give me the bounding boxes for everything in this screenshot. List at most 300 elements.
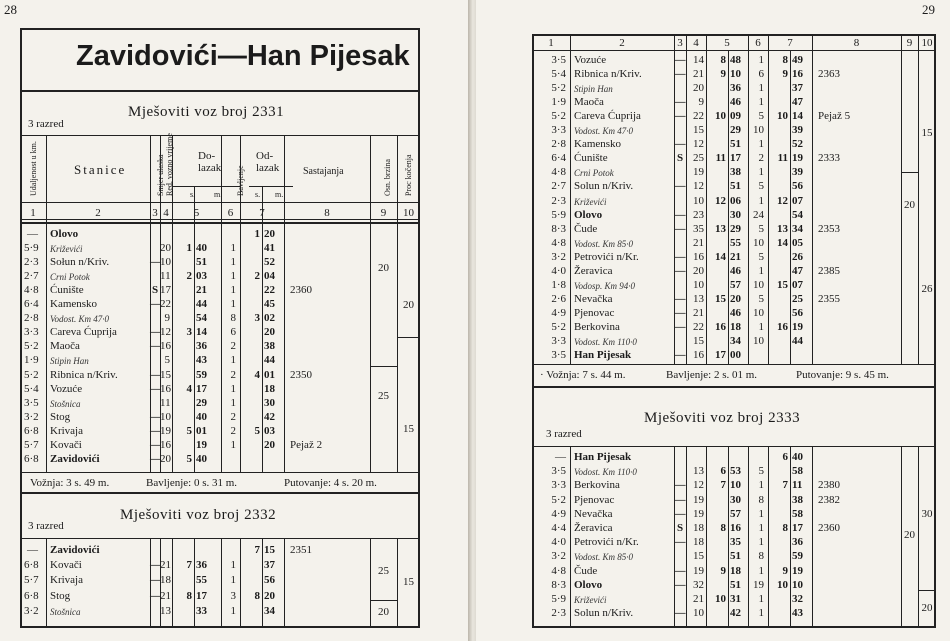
- arrival-minute: 42: [730, 607, 741, 620]
- departure-hour: 8: [782, 54, 788, 66]
- station-name: Krivaja: [50, 424, 83, 437]
- running-time-cell: 11: [160, 270, 171, 283]
- station-name: Stipin Han: [50, 356, 89, 367]
- direction-cell: —: [150, 298, 161, 311]
- arrival-hour: 10: [715, 593, 726, 605]
- stop-duration: 1: [230, 270, 236, 283]
- stop-duration: 2: [230, 424, 236, 437]
- running-time-cell: 13: [693, 292, 704, 305]
- direction-cell: S: [676, 522, 684, 534]
- departure-hour: 10: [777, 578, 788, 591]
- stop-duration: 1: [230, 396, 236, 409]
- departure-hour: 8: [254, 589, 260, 602]
- station-name: Maoča: [574, 96, 604, 109]
- column-rule: [160, 538, 161, 628]
- stop-duration: 8: [230, 312, 236, 325]
- station-name: Nevačka: [574, 292, 613, 305]
- running-time-cell: 12: [693, 138, 704, 151]
- speed-value: 25: [378, 390, 389, 402]
- direction-cell: —: [150, 574, 161, 587]
- km-cell: 4·9: [551, 507, 566, 520]
- km-cell: 3·5: [551, 349, 566, 362]
- stop-duration: 10: [753, 124, 764, 137]
- station-name: Vozuće: [574, 54, 607, 66]
- arrival-minute: 09: [730, 110, 741, 123]
- crossing-cell: 2353: [818, 222, 840, 235]
- km-cell: 3·2: [551, 550, 566, 563]
- direction-cell: —: [674, 479, 686, 492]
- stop-duration: 6: [230, 326, 236, 339]
- departure-minute: 14: [792, 110, 803, 123]
- departure-minute: 34: [264, 604, 275, 617]
- departure-minute: 20: [264, 438, 275, 451]
- speed-value: 20: [904, 529, 915, 541]
- column-number: 7: [259, 207, 265, 219]
- direction-cell: —: [150, 368, 161, 381]
- arrival-hour: 12: [715, 194, 726, 207]
- direction-cell: —: [674, 578, 686, 591]
- column-number: 5: [193, 207, 200, 219]
- station-name: Pjenovac: [574, 493, 615, 506]
- stop-duration: 3: [230, 589, 236, 602]
- direction-cell: —: [674, 96, 686, 109]
- direction-cell: —: [150, 340, 161, 353]
- departure-minute: 44: [792, 335, 803, 347]
- arrival-hour: 3: [186, 326, 192, 339]
- column-rule: [194, 186, 195, 222]
- column-rule: [221, 135, 222, 222]
- departure-minute: 20: [264, 589, 275, 602]
- km-cell: —: [555, 451, 566, 463]
- train-2332-title: Mješoviti voz broj 2332: [120, 507, 277, 523]
- column-number: 2: [619, 37, 625, 49]
- running-time-cell: 12: [160, 326, 171, 339]
- departure-minute: 45: [264, 298, 275, 311]
- right-page-number: 29: [922, 2, 935, 17]
- arrival-minute: 30: [730, 208, 741, 221]
- departure-minute: 37: [264, 559, 275, 572]
- direction-cell: —: [674, 68, 686, 81]
- column-rule: [570, 446, 571, 628]
- arrival-minute: 54: [196, 312, 207, 325]
- running-time-cell: 22: [693, 110, 704, 123]
- column-number: 1: [30, 207, 36, 219]
- departure-minute: 43: [792, 607, 803, 620]
- crossing-cell: 2363: [818, 68, 840, 81]
- station-name: Crni Potok: [574, 168, 614, 179]
- km-cell: 4·0: [551, 264, 566, 277]
- stop-duration: 1: [230, 438, 236, 451]
- arrival-minute: 51: [730, 550, 741, 563]
- arrival-hour: 10: [715, 110, 726, 123]
- direction-cell: —: [674, 507, 686, 520]
- stop-duration: 1: [758, 536, 764, 549]
- departure-hour: 11: [777, 152, 788, 165]
- station-name: Kovači: [50, 559, 82, 572]
- running-time-cell: 13: [693, 465, 704, 478]
- km-cell: 5·2: [551, 110, 566, 123]
- station-name: Vodost. Km 47·0: [574, 126, 634, 137]
- column-rule: [370, 135, 371, 222]
- header-sastajanja: Sastajanja: [303, 166, 344, 177]
- left-page: [0, 0, 472, 641]
- departure-minute: 56: [792, 180, 803, 193]
- departure-hour: 15: [777, 278, 788, 291]
- direction-cell: —: [674, 493, 686, 506]
- stop-duration: 2: [230, 410, 236, 423]
- column-rule: [194, 222, 195, 472]
- arrival-minute: 51: [730, 578, 741, 591]
- arrival-hour: 4: [186, 382, 192, 395]
- km-cell: 2·3: [551, 607, 566, 620]
- column-number: 1: [548, 37, 554, 49]
- running-time-cell: 21: [160, 559, 171, 572]
- running-time-cell: 11: [160, 396, 171, 409]
- station-name: Kovači: [50, 438, 82, 451]
- direction-cell: —: [674, 138, 686, 151]
- departure-hour: 3: [254, 312, 260, 325]
- direction-cell: —: [674, 250, 686, 263]
- km-cell: 2·3: [551, 194, 566, 207]
- column-rule: [160, 135, 161, 222]
- departure-minute: 07: [792, 194, 803, 207]
- arrival-hour: 9: [720, 68, 726, 81]
- stop-duration: 8: [758, 550, 764, 563]
- column-rule: [46, 538, 47, 628]
- stop-duration: 10: [753, 335, 764, 347]
- running-time-cell: 15: [693, 550, 704, 563]
- running-time-cell: 22: [693, 320, 704, 333]
- km-cell: 5·2: [24, 340, 39, 353]
- direction-cell: —: [674, 292, 686, 305]
- stop-duration: 1: [230, 298, 236, 311]
- departure-hour: 1: [254, 228, 260, 240]
- stop-duration: 10: [753, 278, 764, 291]
- departure-hour: 9: [782, 68, 788, 81]
- header-proc-kocenja: Proc kočenja: [404, 154, 413, 196]
- arrival-hour: 6: [720, 465, 726, 478]
- station-name: Križevići: [50, 244, 83, 255]
- stop-duration: 1: [758, 166, 764, 179]
- station-name: Stošnica: [50, 606, 81, 617]
- arrival-hour: 7: [186, 559, 192, 572]
- column-number: 7: [787, 37, 793, 49]
- arrival-minute: 18: [730, 564, 741, 577]
- running-time-cell: 13: [160, 604, 171, 617]
- arrival-minute: 20: [730, 292, 741, 305]
- departure-minute: 19: [792, 152, 803, 165]
- running-time-cell: 10: [693, 278, 704, 291]
- stop-duration: 1: [758, 522, 764, 534]
- stop-duration: 1: [758, 54, 764, 66]
- arrival-minute: 38: [730, 166, 741, 179]
- arrival-minute: 17: [196, 382, 207, 395]
- running-time-cell: 14: [693, 54, 704, 66]
- km-cell: 2·7: [24, 270, 39, 283]
- station-name: Žeravica: [574, 522, 613, 534]
- arrival-minute: 53: [730, 465, 741, 478]
- running-time-cell: 21: [693, 68, 704, 81]
- arrival-minute: 17: [730, 152, 741, 165]
- column-rule: [397, 135, 398, 222]
- station-name: Berkovina: [574, 320, 620, 333]
- speed-value: 20: [904, 199, 915, 211]
- km-cell: 4·8: [551, 564, 566, 577]
- departure-minute: 11: [792, 479, 803, 492]
- column-number: 5: [724, 37, 730, 49]
- station-name: Ćunište: [50, 284, 84, 297]
- departure-hour: 2: [254, 270, 260, 283]
- arrival-minute: 16: [730, 522, 741, 534]
- station-name: Solun n/Kriv.: [574, 180, 634, 193]
- running-time-cell: 12: [693, 180, 704, 193]
- arrival-minute: 55: [730, 236, 741, 249]
- arrival-minute: 29: [196, 396, 207, 409]
- departure-minute: 42: [264, 410, 275, 423]
- direction-cell: —: [674, 320, 686, 333]
- km-cell: 3·5: [24, 396, 39, 409]
- arrival-minute: 21: [196, 284, 207, 297]
- direction-cell: —: [150, 326, 161, 339]
- running-time-cell: 15: [693, 335, 704, 347]
- column-rule: [706, 34, 707, 50]
- column-rule: [532, 34, 533, 50]
- speed-value: 20: [378, 606, 389, 618]
- departure-minute: 47: [792, 96, 803, 109]
- station-name: Vodost. Km 47·0: [50, 314, 110, 325]
- column-rule: [262, 538, 263, 628]
- station-name: Vodost. Km 110·0: [574, 337, 637, 347]
- direction-cell: —: [150, 256, 161, 269]
- station-name: Ćunište: [574, 152, 608, 165]
- column-rule: [768, 50, 769, 364]
- train-2332-putovanje: Putovanje: 9 s. 45 m.: [796, 369, 889, 381]
- running-time-cell: 19: [693, 166, 704, 179]
- direction-cell: —: [150, 452, 161, 465]
- station-name: Kamensko: [574, 138, 622, 151]
- km-cell: 5·9: [551, 593, 566, 605]
- train-2331-class: 3 razred: [28, 118, 64, 130]
- arrival-hour: 8: [720, 522, 726, 534]
- column-rule: [748, 34, 749, 50]
- departure-hour: 10: [777, 110, 788, 123]
- header-odlazak-s: s.: [255, 190, 261, 199]
- arrival-hour: 5: [186, 424, 192, 437]
- departure-minute: 30: [264, 396, 275, 409]
- running-time-cell: 21: [160, 589, 171, 602]
- station-name: Zavidovići: [50, 452, 100, 465]
- column-number: 4: [163, 207, 169, 219]
- departure-minute: 49: [792, 54, 803, 66]
- arrival-hour: 8: [720, 54, 726, 66]
- km-cell: 3·3: [551, 124, 566, 137]
- column-rule: [674, 50, 675, 364]
- station-name: Careva Ćuprija: [50, 326, 117, 339]
- running-time-cell: 25: [693, 152, 704, 165]
- km-cell: 5·2: [24, 368, 39, 381]
- running-time-cell: 15: [693, 124, 704, 137]
- station-name: Vodost. Km 85·0: [574, 552, 634, 563]
- station-name: Stošnica: [50, 398, 81, 409]
- column-rule: [397, 222, 398, 472]
- running-time-cell: 12: [693, 479, 704, 492]
- route-title: Zavidovići—Han Pijesak: [76, 40, 410, 72]
- header-bavljenje: Bavljenje: [236, 165, 245, 196]
- header-osn-brzina: Osn. brzina: [383, 159, 392, 196]
- departure-minute: 19: [792, 564, 803, 577]
- column-number: 9: [380, 207, 387, 219]
- column-rule: [150, 222, 151, 472]
- column-rule: [221, 222, 222, 472]
- speed-section-rule: [370, 600, 397, 601]
- column-rule: [370, 222, 371, 472]
- crossing-cell: Pejaž 5: [818, 110, 851, 123]
- station-name: Olovo: [50, 228, 79, 240]
- direction-cell: —: [150, 589, 161, 602]
- km-cell: 4·9: [551, 306, 566, 319]
- departure-minute: 20: [264, 326, 275, 339]
- running-time-cell: 18: [693, 522, 704, 534]
- stop-duration: 5: [758, 180, 764, 193]
- station-name: Maoča: [50, 340, 80, 353]
- arrival-minute: 57: [730, 278, 741, 291]
- km-cell: 2·3: [24, 256, 39, 269]
- train-2331-bavljenje: Bavljenje: 0 s. 31 m.: [146, 477, 238, 489]
- stop-duration: 1: [758, 264, 764, 277]
- column-rule: [674, 446, 675, 628]
- column-rule: [901, 50, 902, 364]
- running-time-cell: 18: [693, 536, 704, 549]
- stop-duration: 24: [753, 208, 764, 221]
- arrival-minute: 31: [730, 593, 741, 605]
- speed-value: 15: [403, 576, 414, 588]
- header-dolazak-s: s.: [190, 190, 196, 199]
- speed-section-rule: [918, 590, 936, 591]
- column-rule: [706, 446, 707, 628]
- header-red-vremena: Red. vozno vrijeme: [165, 133, 174, 196]
- departure-minute: 19: [792, 320, 803, 333]
- running-time-cell: 20: [160, 452, 171, 465]
- departure-minute: 39: [792, 124, 803, 137]
- column-number: 4: [693, 37, 699, 49]
- stop-duration: 1: [758, 479, 764, 492]
- km-cell: 8·3: [551, 222, 566, 235]
- header-dolazak: Do-lazak: [198, 150, 222, 174]
- running-time-cell: 16: [693, 250, 704, 263]
- departure-minute: 39: [792, 166, 803, 179]
- running-time-cell: 16: [160, 340, 171, 353]
- arrival-hour: 1: [186, 242, 192, 255]
- speed-value: 20: [403, 299, 414, 311]
- station-name: Ribnica n/Kriv.: [574, 68, 642, 81]
- stop-duration: 10: [753, 306, 764, 319]
- stop-duration: 1: [230, 242, 236, 255]
- station-name: Petrovići n/Kr.: [574, 250, 639, 263]
- arrival-hour: 15: [715, 292, 726, 305]
- arrival-minute: 21: [730, 250, 741, 263]
- km-cell: 4·8: [551, 166, 566, 179]
- crossing-cell: 2350: [290, 368, 312, 381]
- departure-minute: 56: [792, 306, 803, 319]
- km-cell: 5·2: [551, 82, 566, 95]
- km-cell: 6·8: [24, 424, 39, 437]
- km-cell: 5·2: [551, 493, 566, 506]
- departure-minute: 07: [792, 278, 803, 291]
- arrival-minute: 30: [730, 493, 741, 506]
- column-rule: [686, 446, 687, 628]
- arrival-minute: 00: [730, 349, 741, 362]
- departure-minute: 17: [792, 522, 803, 534]
- crossing-cell: 2360: [290, 284, 312, 297]
- running-time-cell: 15: [160, 368, 171, 381]
- running-time-cell: 17: [160, 284, 171, 297]
- km-cell: 8·3: [551, 578, 566, 591]
- crossing-cell: 2385: [818, 264, 840, 277]
- running-time-cell: 35: [693, 222, 704, 235]
- direction-cell: S: [151, 284, 159, 297]
- column-number: 3: [152, 207, 158, 219]
- column-number: 9: [906, 37, 913, 49]
- station-name: Sołun n/Kriv.: [50, 256, 110, 269]
- header-stanice: Stanice: [74, 162, 127, 177]
- arrival-minute: 43: [196, 354, 207, 367]
- km-cell: 1·8: [551, 278, 566, 291]
- departure-hour: 7: [254, 544, 260, 556]
- arrival-hour: 8: [186, 589, 192, 602]
- speed-value: 20: [921, 602, 933, 614]
- running-time-cell: 5: [164, 354, 170, 367]
- running-time-cell: 19: [693, 564, 704, 577]
- running-time-cell: 21: [693, 306, 704, 319]
- stop-duration: 1: [758, 194, 764, 207]
- departure-minute: 38: [264, 340, 275, 353]
- arrival-minute: 46: [730, 96, 741, 109]
- column-rule: [686, 50, 687, 364]
- column-rule: [728, 446, 729, 628]
- stop-duration: 19: [753, 578, 764, 591]
- departure-minute: 37: [792, 82, 803, 95]
- column-rule: [284, 538, 285, 628]
- arrival-hour: 14: [715, 250, 726, 263]
- km-cell: 5·7: [24, 574, 39, 587]
- speed-section-rule: [397, 337, 420, 338]
- km-cell: 4·0: [551, 536, 566, 549]
- running-time-cell: 19: [693, 493, 704, 506]
- arrival-minute: 10: [730, 479, 741, 492]
- running-time-cell: 9: [698, 96, 704, 109]
- stop-duration: 1: [230, 354, 236, 367]
- column-rule: [918, 446, 919, 628]
- station-name: Vodost. Km 110·0: [574, 467, 637, 478]
- departure-minute: 41: [264, 242, 275, 255]
- direction-cell: —: [674, 264, 686, 277]
- km-cell: 3·2: [24, 604, 39, 617]
- station-name: Stog: [50, 410, 71, 423]
- running-time-cell: 23: [693, 208, 704, 221]
- column-number: 8: [853, 37, 860, 49]
- stop-duration: 5: [758, 110, 764, 123]
- stop-duration: 5: [758, 222, 764, 235]
- running-time-cell: 16: [693, 349, 704, 362]
- departure-minute: 58: [792, 507, 803, 520]
- station-name: Pjenovac: [574, 306, 615, 319]
- running-time-cell: 21: [693, 593, 704, 605]
- column-rule: [812, 446, 813, 628]
- km-cell: 5·2: [551, 320, 566, 333]
- running-time-cell: 18: [160, 574, 171, 587]
- arrival-hour: 7: [720, 479, 726, 492]
- train-2332-class: 3 razred: [28, 520, 64, 532]
